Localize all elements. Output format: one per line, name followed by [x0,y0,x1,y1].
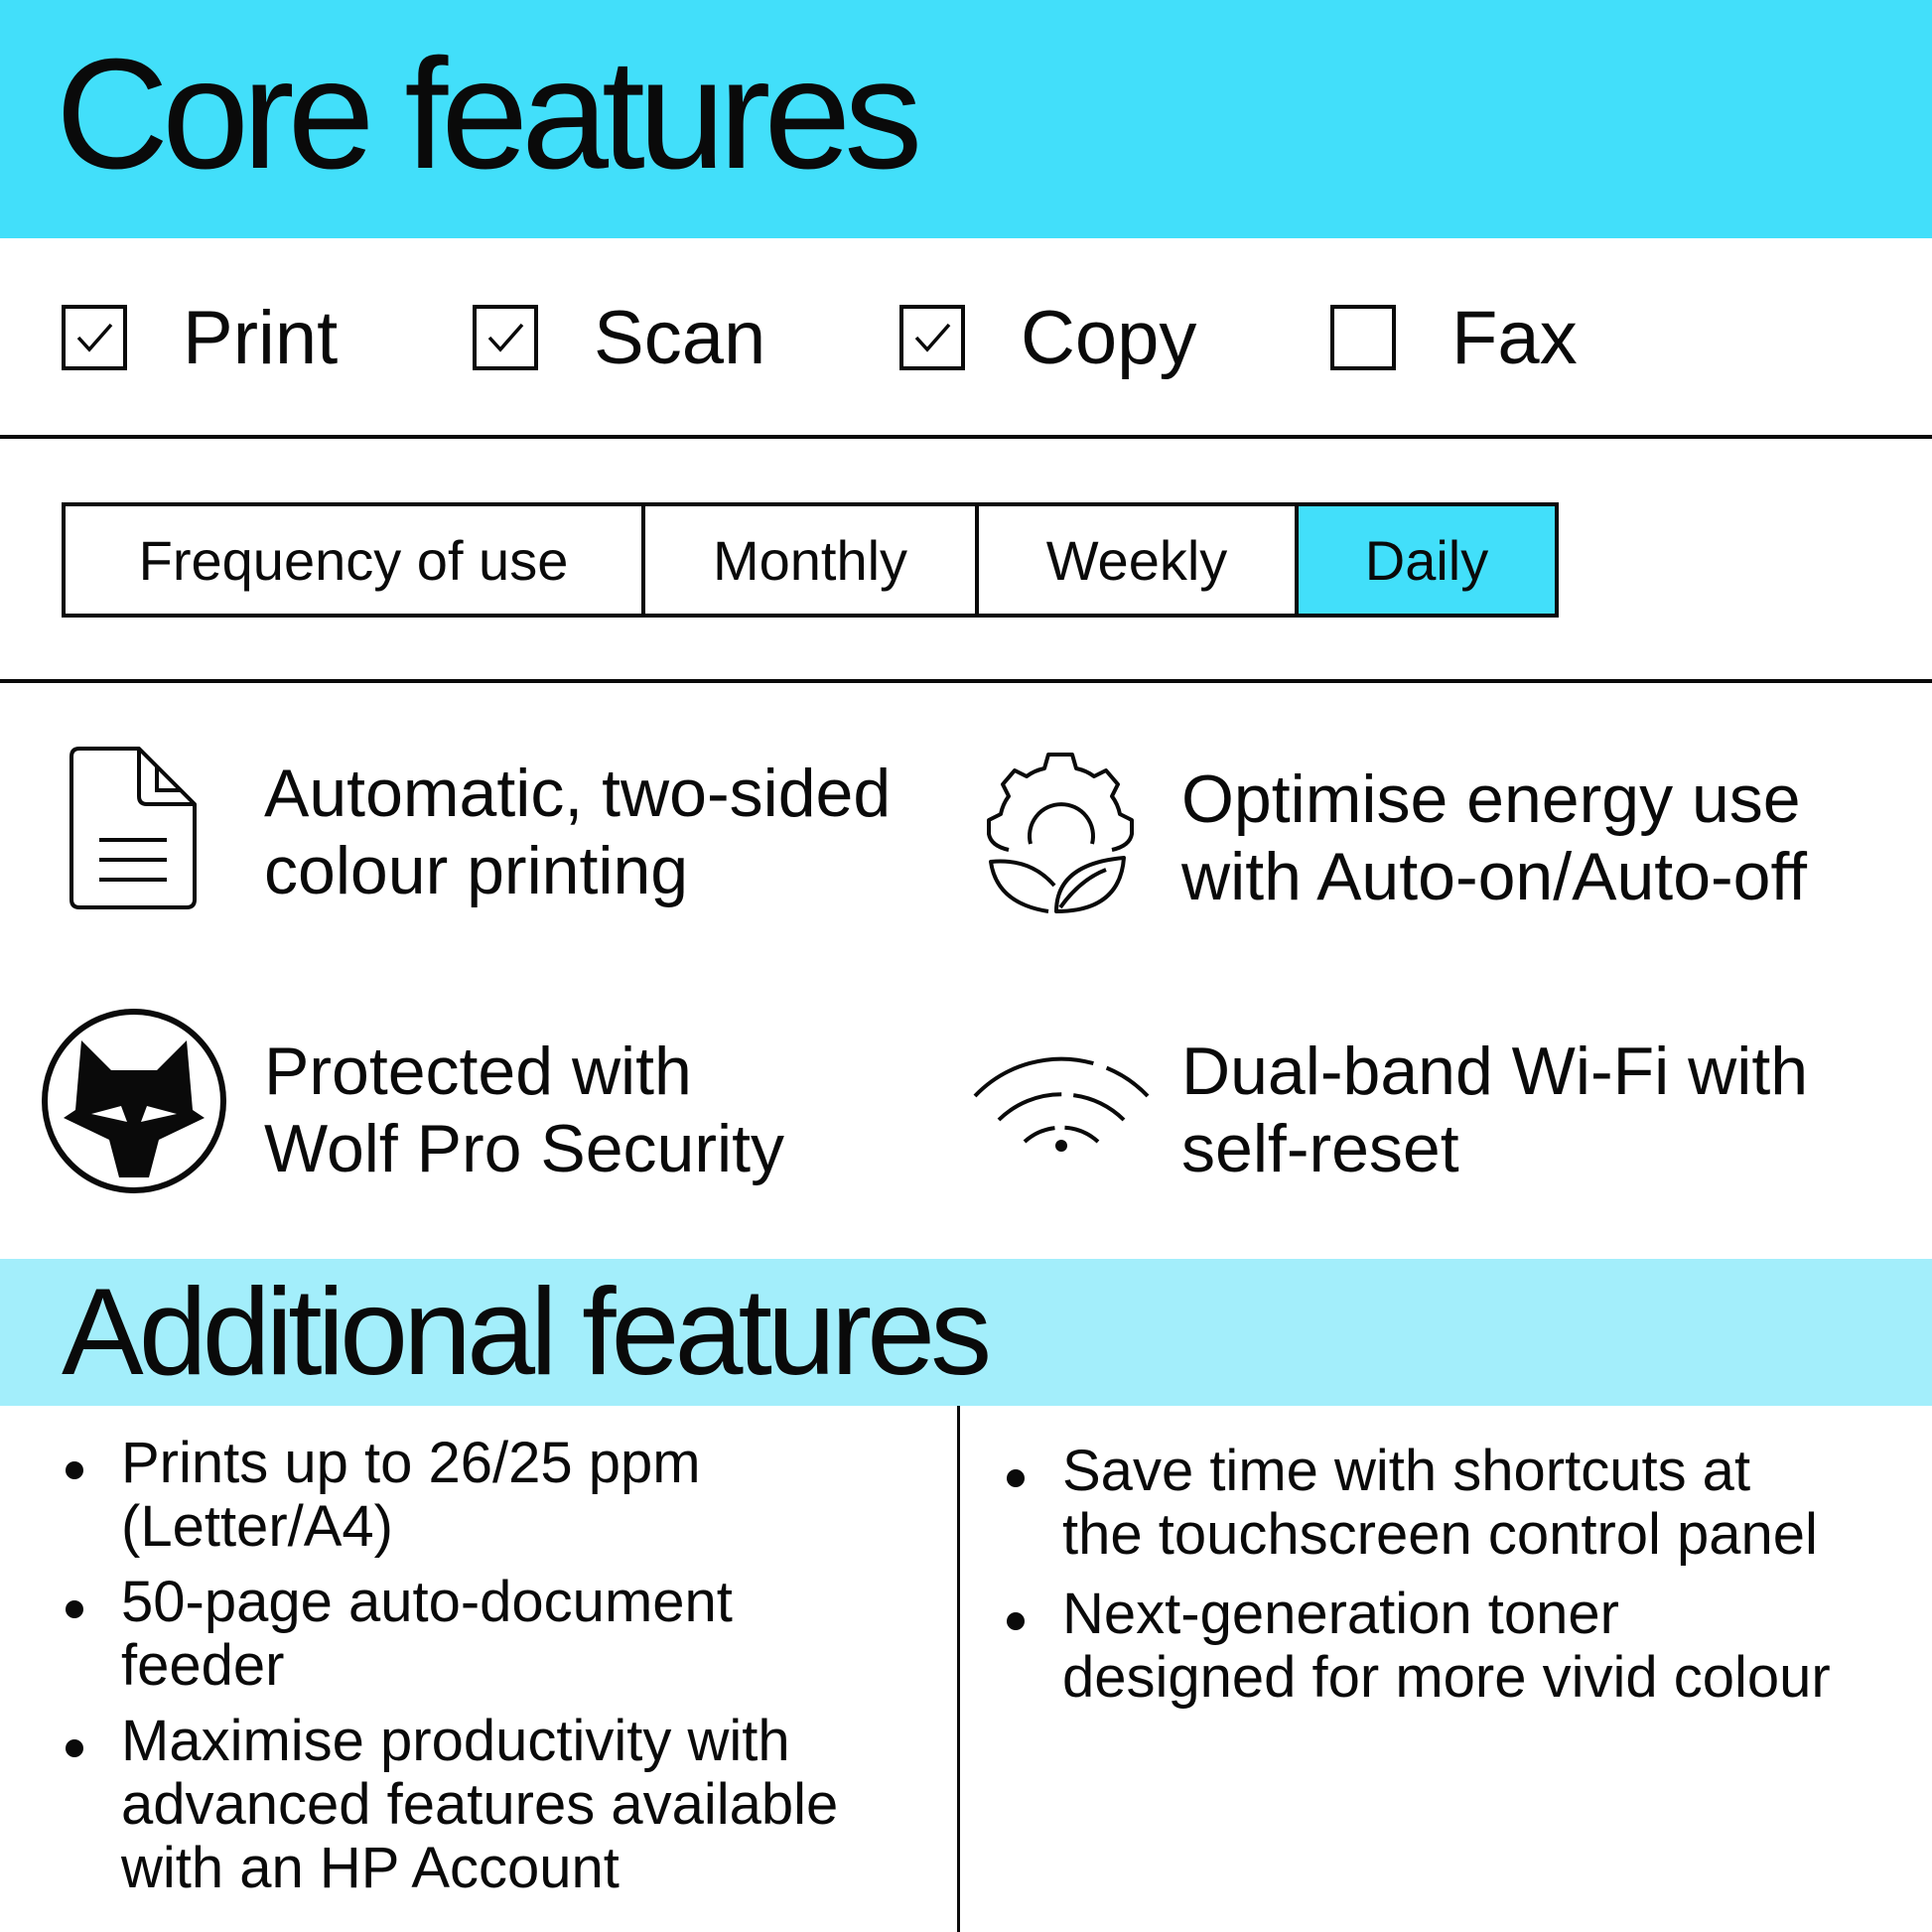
function-label: Fax [1451,295,1578,380]
list-item [1003,1583,1831,1710]
function-label: Copy [1021,295,1197,380]
feature-line: Wolf Pro Security [264,1111,785,1186]
core-features-title: Core features [56,27,916,202]
list-item [62,1571,838,1698]
list-item-line: the touchscreen control panel [1062,1502,1818,1567]
feature-line: Optimise energy use [1181,761,1801,837]
wifi-icon [969,1042,1154,1162]
list-item [1003,1440,1831,1567]
additional-features-left [62,1432,838,1900]
feature-two-sided-printing [264,755,891,909]
list-item [62,1710,838,1900]
feature-line: colour printing [264,833,689,908]
feature-line: Automatic, two-sided [264,756,892,831]
function-label: Scan [594,295,766,380]
check-icon [481,313,530,362]
feature-line: self-reset [1181,1111,1459,1186]
feature-line: Protected with [264,1034,692,1109]
divider [0,679,1932,683]
checkbox-scan [473,305,538,370]
list-item-line: Prints up to 26/25 ppm [121,1431,701,1495]
list-item-line: feeder [121,1633,285,1698]
frequency-option-weekly: Weekly [975,506,1295,614]
check-icon [69,313,119,362]
list-item-line: designed for more vivid colour [1062,1645,1831,1710]
feature-wolf-security [264,1033,784,1187]
list-item-line: Save time with shortcuts at [1062,1439,1751,1503]
frequency-option-daily: Daily [1295,506,1555,614]
wolf-icon [40,1007,228,1195]
function-copy [899,238,1196,437]
function-print [62,238,338,437]
function-scan [473,238,765,437]
gear-leaf-icon [969,735,1154,919]
additional-features-right [1003,1440,1831,1710]
document-icon [62,741,210,915]
frequency-label: Frequency of use [138,528,569,592]
list-item-line: Next-generation toner [1062,1582,1619,1646]
divider [0,435,1932,439]
list-item-line: (Letter/A4) [121,1494,393,1559]
feature-dual-band-wifi [1181,1033,1808,1187]
list-item-line: 50-page auto-document [121,1570,733,1634]
list-item [62,1432,838,1559]
column-divider [957,1406,960,1932]
function-fax [1330,238,1578,437]
checkbox-print [62,305,127,370]
check-icon [907,313,957,362]
list-item-line: Maximise productivity with [121,1709,790,1773]
frequency-option-monthly: Monthly [641,506,975,614]
additional-features-title: Additional features [62,1264,988,1401]
function-label: Print [183,295,339,380]
list-item-line: with an HP Account [121,1836,620,1900]
checkbox-copy [899,305,965,370]
list-item-line: advanced features available [121,1772,839,1837]
feature-line: with Auto-on/Auto-off [1181,839,1808,914]
feature-line: Dual-band Wi-Fi with [1181,1034,1809,1109]
function-list [0,238,1932,437]
checkbox-fax [1330,305,1396,370]
frequency-scale [62,502,1559,618]
feature-energy-use [1181,760,1807,915]
